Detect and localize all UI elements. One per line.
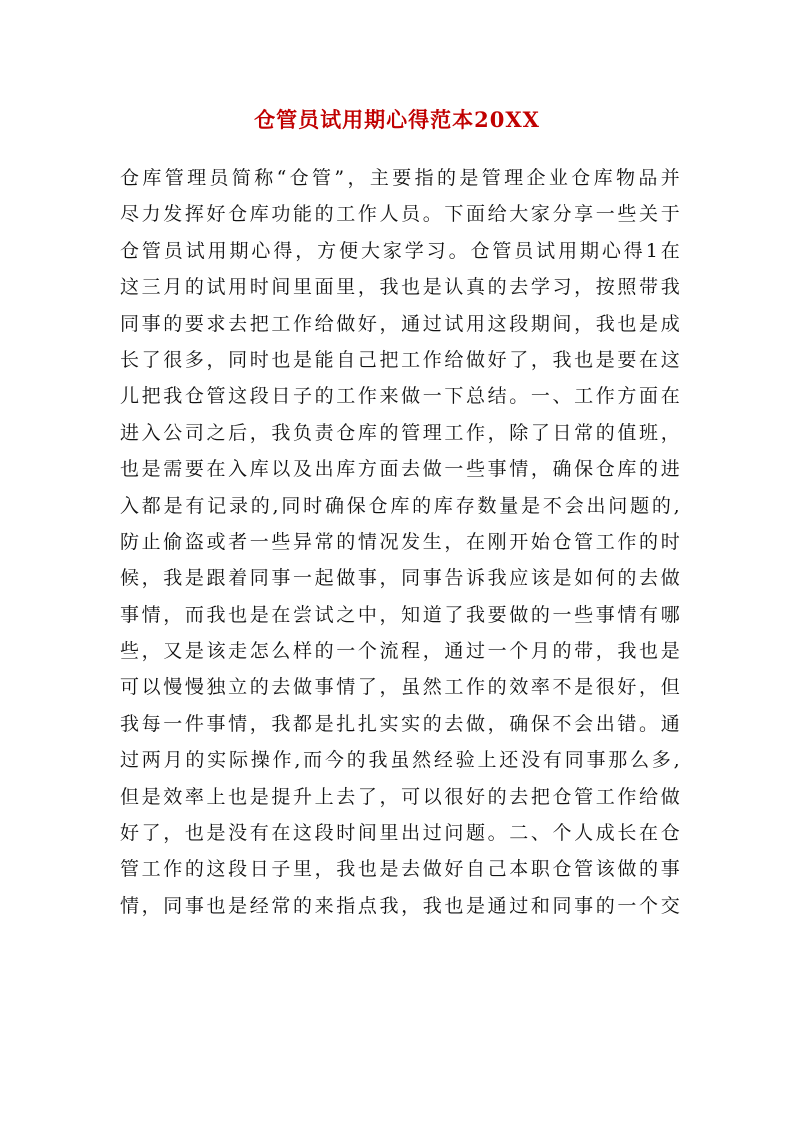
body-line: 可以慢慢独立的去做事情了，虽然工作的效率不是很好，但 <box>120 676 680 699</box>
body-line: 也是需要在入库以及出库方面去做一些事情，确保仓库的进 <box>120 458 680 481</box>
body-line: 长了很多，同时也是能自己把工作给做好了，我也是要在这 <box>120 348 680 371</box>
document-body <box>120 160 680 924</box>
body-line: 仓管员试用期心得，方便大家学习。仓管员试用期心得1在 <box>120 239 680 262</box>
body-line: 儿把我仓管这段日子的工作来做一下总结。一、工作方面在 <box>120 385 680 408</box>
body-line: 过两月的实际操作,而今的我虽然经验上还没有同事那么多, <box>120 749 680 772</box>
body-line: 事情，而我也是在尝试之中，知道了我要做的一些事情有哪 <box>120 603 680 626</box>
body-line: 候，我是跟着同事一起做事，同事告诉我应该是如何的去做 <box>120 567 680 590</box>
document-title: 仓管员试用期心得范本20XX <box>254 107 540 132</box>
body-line: 进入公司之后，我负责仓库的管理工作，除了日常的值班， <box>120 421 680 444</box>
body-line: 仓库管理员简称“仓管”，主要指的是管理企业仓库物品并 <box>120 167 680 189</box>
body-line: 情，同事也是经常的来指点我，我也是通过和同事的一个交 <box>120 894 680 917</box>
body-line: 些，又是该走怎么样的一个流程，通过一个月的带，我也是 <box>120 640 680 663</box>
body-line: 我每一件事情，我都是扎扎实实的去做，确保不会出错。通 <box>120 712 680 735</box>
body-line: 管工作的这段日子里，我也是去做好自己本职仓管该做的事 <box>120 858 680 881</box>
body-line: 入都是有记录的,同时确保仓库的库存数量是不会出问题的, <box>120 494 680 517</box>
body-line: 尽力发挥好仓库功能的工作人员。下面给大家分享一些关于 <box>120 203 680 226</box>
body-line: 好了，也是没有在这段时间里出过问题。二、个人成长在仓 <box>120 822 680 845</box>
body-line: 同事的要求去把工作给做好，通过试用这段期间，我也是成 <box>120 312 680 335</box>
body-line: 但是效率上也是提升上去了，可以很好的去把仓管工作给做 <box>120 785 680 808</box>
body-line: 这三月的试用时间里面里，我也是认真的去学习，按照带我 <box>120 276 680 299</box>
body-line: 防止偷盗或者一些异常的情况发生，在刚开始仓管工作的时 <box>120 530 680 553</box>
